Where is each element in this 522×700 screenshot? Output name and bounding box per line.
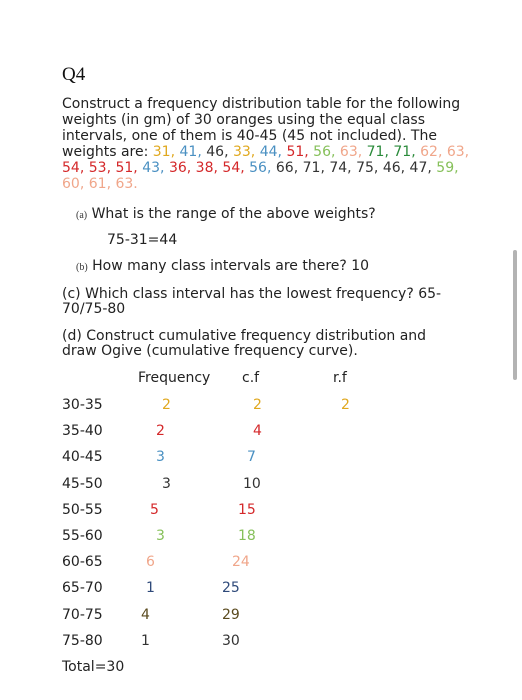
cf-value: 18	[238, 528, 256, 544]
weight-value: 54	[62, 160, 80, 176]
class-interval: 75-80	[62, 632, 103, 649]
header-rf: r.f	[333, 370, 347, 386]
part-a-text: What is the range of the above weights?	[91, 206, 376, 222]
cf-value: 30	[222, 632, 240, 649]
class-interval: 45-50	[62, 475, 103, 492]
weight-value: 60	[62, 176, 80, 192]
weight-value: 71	[302, 160, 321, 176]
class-interval: 30-35	[62, 397, 103, 413]
weight-value: 71	[393, 144, 412, 160]
frequency-value: 3	[156, 449, 165, 466]
weight-value: 47	[409, 160, 428, 176]
weight-value: 62	[420, 144, 438, 160]
weight-value: 46	[382, 160, 401, 176]
frequency-value: 3	[156, 528, 165, 544]
part-a-label: (a)	[76, 210, 88, 221]
weight-value: 74	[329, 160, 348, 176]
weight-value: 43	[142, 160, 161, 176]
cf-value: 15	[238, 501, 256, 518]
weight-value: 56	[249, 160, 267, 176]
weight-value: 51	[115, 160, 134, 176]
weights-list: 31, 41, 46, 33, 44, 51, 56, 63, 71, 71, 62, 63, 54, 53, 51, 43, 36, 38, 54, 56, 66, 71, 74, 75, 46, 47, 59, 60, 61, 63.	[62, 144, 470, 192]
weight-value: 46	[206, 144, 225, 160]
cf-value: 7	[247, 449, 256, 466]
weight-value: 53	[88, 160, 107, 176]
class-interval: 50-55	[62, 501, 103, 518]
class-interval: 35-40	[62, 423, 103, 440]
weight-value: 75	[356, 160, 374, 176]
cf-value: 24	[232, 554, 250, 571]
cf-value: 2	[253, 397, 262, 413]
part-a-answer: 75-31=44	[107, 232, 178, 248]
weight-value: 63	[446, 144, 465, 160]
frequency-value: 3	[162, 475, 171, 492]
cf-value: 29	[222, 606, 240, 623]
question-number: Q4	[62, 64, 86, 85]
rf-value: 2	[341, 397, 350, 413]
frequency-value: 5	[150, 501, 159, 518]
part-a	[76, 206, 376, 222]
weight-value: 59	[436, 160, 455, 176]
part-d-line2: draw Ogive (cumulative frequency curve).	[62, 343, 358, 359]
class-interval: 55-60	[62, 528, 103, 544]
cf-value: 25	[222, 580, 240, 597]
cf-value: 4	[253, 423, 262, 440]
weight-value: 38	[195, 160, 214, 176]
frequency-value: 6	[146, 554, 155, 571]
frequency-value: 1	[141, 632, 150, 649]
header-cf: c.f	[242, 370, 260, 386]
weight-value: 71	[366, 144, 385, 160]
weight-value: 63	[339, 144, 358, 160]
header-frequency: Frequency	[138, 370, 211, 386]
scrollbar[interactable]	[513, 250, 517, 380]
weight-value: 54	[222, 160, 241, 176]
weight-value: 61	[88, 176, 107, 192]
frequency-value: 2	[156, 423, 165, 440]
problem-intro: Construct a frequency distribution table for the following weights (in gm) of 30 oranges using the equal class intervals, one of them is 40-45 (45 not included). The weights are:	[62, 96, 461, 160]
weight-value: 31	[152, 144, 171, 160]
class-interval: 60-65	[62, 554, 103, 571]
weight-value: 51	[286, 144, 305, 160]
weight-value: 63	[115, 176, 134, 192]
class-interval: 70-75	[62, 606, 103, 623]
problem-statement	[62, 96, 482, 192]
total-label: Total=30	[62, 659, 125, 675]
part-c-line1: (c) Which class interval has the lowest frequency? 65-	[62, 286, 442, 302]
weight-value: 36	[168, 160, 187, 176]
part-b	[76, 258, 369, 274]
weight-value: 33	[232, 144, 251, 160]
part-b-text: How many class intervals are there? 10	[92, 258, 370, 274]
part-c-line2: 70/75-80	[62, 301, 126, 317]
class-interval: 65-70	[62, 580, 103, 597]
weight-value: 66	[275, 160, 294, 176]
weight-value: 44	[259, 144, 278, 160]
class-interval: 40-45	[62, 449, 103, 466]
frequency-value: 4	[141, 606, 150, 623]
weight-value: 41	[179, 144, 198, 160]
frequency-value: 2	[162, 397, 171, 413]
weight-value: 56	[313, 144, 331, 160]
cf-value: 10	[243, 475, 261, 492]
part-d-line1: (d) Construct cumulative frequency distribution and	[62, 328, 427, 344]
frequency-value: 1	[146, 580, 155, 597]
part-b-label: (b)	[76, 262, 88, 273]
